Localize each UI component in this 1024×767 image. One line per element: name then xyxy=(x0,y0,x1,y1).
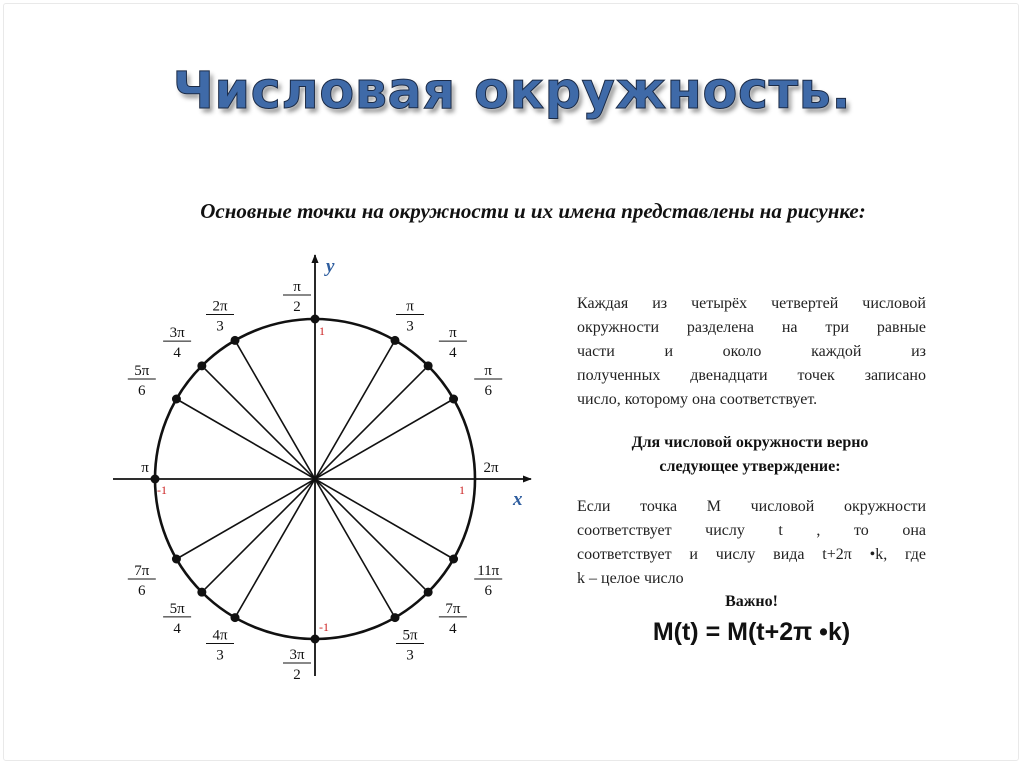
fraction-denominator: 4 xyxy=(449,620,457,637)
point-label xyxy=(141,460,149,476)
important-note: Важно! xyxy=(725,593,778,610)
fraction-numerator: 4π xyxy=(212,627,228,644)
fraction-denominator: 6 xyxy=(484,583,492,599)
paragraph-line: соответствует числу t , то она xyxy=(577,522,926,539)
fraction-denominator: 3 xyxy=(216,647,224,664)
fraction-numerator: π xyxy=(293,279,301,295)
circle-point xyxy=(231,336,240,345)
circle-point xyxy=(449,555,458,564)
point-label xyxy=(396,298,424,334)
slide-title: Числовая окружность. xyxy=(172,62,852,121)
unit-label-bottom: -1 xyxy=(319,620,329,634)
fraction-denominator: 3 xyxy=(406,318,414,335)
circle-point xyxy=(424,588,433,597)
fraction-denominator: 3 xyxy=(406,647,414,664)
fraction-numerator: 7π xyxy=(445,600,461,617)
point-label xyxy=(474,563,502,599)
fraction-numerator: 2π xyxy=(212,298,228,315)
circle-point xyxy=(197,588,206,597)
point-label xyxy=(439,601,467,637)
unit-label-right: 1 xyxy=(459,483,465,497)
point-label xyxy=(128,363,156,399)
fraction-numerator: 5π xyxy=(402,627,418,644)
fraction-numerator: 3π xyxy=(169,325,185,342)
circle-point xyxy=(172,555,181,564)
fraction-denominator: 3 xyxy=(216,318,224,335)
point-label xyxy=(206,298,234,334)
circle-point xyxy=(391,336,400,345)
paragraph-line: число, которому она соответствует. xyxy=(577,391,818,408)
fraction-denominator: 4 xyxy=(449,345,457,362)
paragraph-line: части и около каждой из xyxy=(577,343,926,360)
circle-point xyxy=(231,613,240,622)
point-label xyxy=(283,647,311,683)
point-label xyxy=(206,628,234,664)
point-label xyxy=(474,363,502,399)
circle-point xyxy=(424,361,433,370)
fraction-numerator: π xyxy=(484,363,492,379)
fraction-numerator: π xyxy=(449,325,457,342)
slide-subtitle: Основные точки на окружности и их имена представлены на рисунке: xyxy=(200,199,866,223)
paragraph-line: окружности разделена на три равные xyxy=(577,319,926,336)
point-label xyxy=(396,628,424,664)
fraction-numerator: 11π xyxy=(477,563,500,579)
fraction-numerator: 3π xyxy=(289,647,305,663)
fraction-numerator: π xyxy=(406,298,414,315)
circle-point xyxy=(391,613,400,622)
fraction-numerator: 5π xyxy=(169,600,185,617)
fraction-denominator: 2 xyxy=(293,667,301,683)
y-axis-label: y xyxy=(326,256,335,277)
periodicity-formula: M(t) = M(t+2π •k) xyxy=(652,618,851,646)
statement-heading xyxy=(560,431,940,479)
unit-label-top: 1 xyxy=(319,324,325,338)
point-label xyxy=(483,460,499,476)
point-label-text: 2π xyxy=(483,460,499,476)
fraction-numerator: 7π xyxy=(134,563,150,579)
point-label xyxy=(128,563,156,599)
circle-point xyxy=(449,395,458,404)
fraction-denominator: 2 xyxy=(293,299,301,315)
point-label xyxy=(163,325,191,361)
circle-point xyxy=(311,315,320,324)
point-label xyxy=(439,325,467,361)
fraction-denominator: 4 xyxy=(173,620,181,637)
point-label-text: π xyxy=(141,460,149,476)
fraction-denominator: 4 xyxy=(173,345,181,362)
x-axis-label: x xyxy=(513,489,523,510)
periodicity-paragraph xyxy=(577,495,926,591)
paragraph-line: полученных двенадцати точек записано xyxy=(577,367,926,384)
circle-point xyxy=(172,395,181,404)
point-label xyxy=(283,279,311,315)
point-label xyxy=(163,601,191,637)
circle-point xyxy=(311,635,320,644)
paragraph-line: k – целое число xyxy=(577,570,684,587)
paragraph-line: Каждая из четырёх четвертей числовой xyxy=(577,295,926,312)
paragraph-line: соответствует и числу вида t+2π •k, где xyxy=(577,546,926,563)
circle-point xyxy=(197,361,206,370)
statement-line: следующее утверждение: xyxy=(659,458,841,475)
paragraph-line: Если точка М числовой окружности xyxy=(577,498,926,515)
unit-label-left: -1 xyxy=(157,483,167,497)
fraction-denominator: 6 xyxy=(484,383,492,399)
fraction-denominator: 6 xyxy=(138,383,146,399)
fraction-numerator: 5π xyxy=(134,363,150,379)
quarters-paragraph xyxy=(577,292,926,412)
statement-line: Для числовой окружности верно xyxy=(631,434,869,451)
fraction-denominator: 6 xyxy=(138,583,146,599)
circle-point xyxy=(151,475,160,484)
